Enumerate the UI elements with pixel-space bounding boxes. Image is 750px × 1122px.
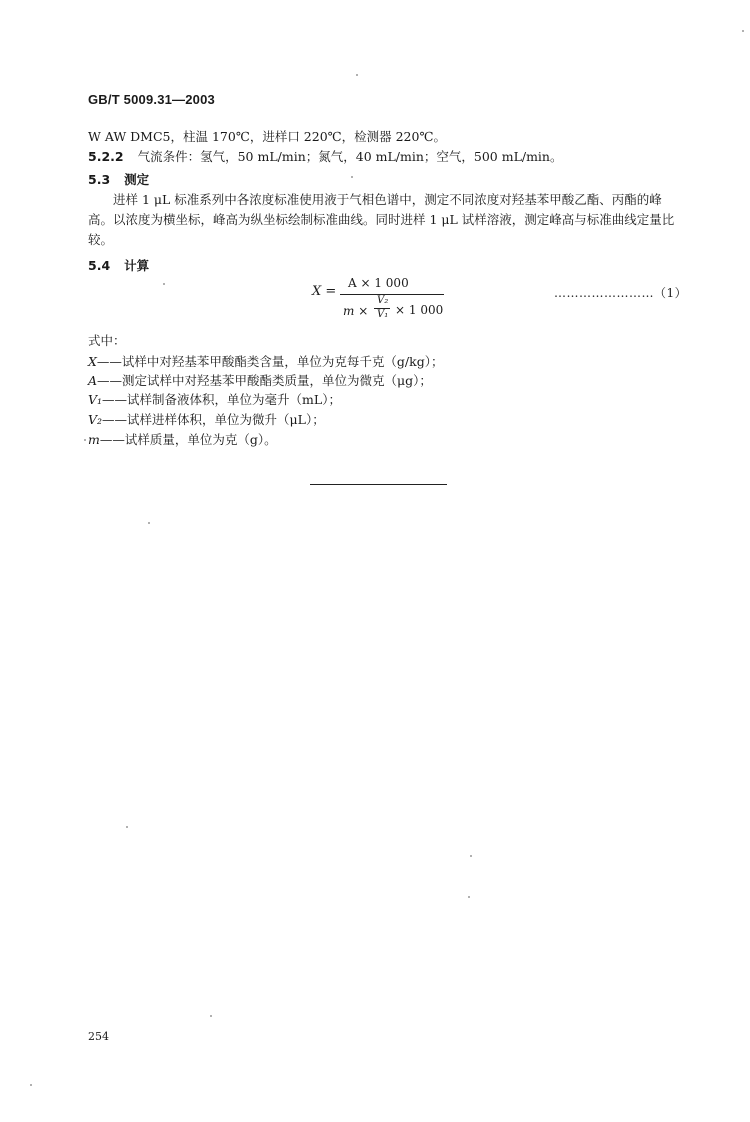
scan-speck xyxy=(148,522,150,524)
column-conditions-line: W AW DMC5，柱温 170℃，进样口 220℃，检测器 220℃。 xyxy=(88,129,446,144)
clause-number: 5.2.2 xyxy=(88,149,124,164)
end-rule xyxy=(310,484,447,485)
equation-number: ……………………（1） xyxy=(554,286,688,300)
formula-numerator: A × 1 000 xyxy=(348,276,409,290)
definition-text: ——试样质量，单位为克（g）。 xyxy=(99,432,277,447)
definition-item xyxy=(88,390,341,408)
definition-text: ——试样制备液体积，单位为毫升（mL）； xyxy=(102,392,341,407)
definition-text: ——试样中对羟基苯甲酸酯类含量，单位为克每千克（g/kg）； xyxy=(96,354,444,369)
definition-item xyxy=(88,371,432,389)
page-number: 254 xyxy=(88,1030,109,1043)
scan-speck xyxy=(30,1084,32,1086)
definition-item xyxy=(88,410,325,428)
scan-speck xyxy=(351,176,353,178)
scan-speck xyxy=(468,896,470,898)
section-heading-calculation xyxy=(88,256,149,274)
measurement-paragraph: 进样 1 μL 标准系列中各浓度标准使用液于气相色谱中，测定不同浓度对羟基苯甲酸乙酯、丙酯的峰高。以浓度为横坐标，峰高为纵坐标绘制标准曲线。同时进样 1 μL 试样溶液，测定峰高与标准曲线定量比较。 xyxy=(88,192,675,247)
scan-speck xyxy=(210,1015,212,1017)
definition-item xyxy=(88,352,443,370)
standard-code-header: GB/T 5009.31—2003 xyxy=(88,92,215,107)
definition-symbol: A xyxy=(88,373,98,388)
section-title: 测定 xyxy=(124,172,150,187)
definition-item xyxy=(88,430,277,448)
gas-flow-conditions xyxy=(88,148,563,166)
scan-speck xyxy=(126,826,128,828)
scan-speck xyxy=(163,283,165,285)
definition-symbol: m xyxy=(88,432,100,447)
definition-symbol: X xyxy=(88,354,97,369)
formula-denominator-rest: × 1 000 xyxy=(395,303,444,317)
formula-inner-denominator: V₁ xyxy=(377,309,389,320)
fraction-bar xyxy=(340,294,444,295)
definition-symbol: V₂ xyxy=(88,412,103,427)
where-label: 式中： xyxy=(88,333,126,348)
scan-speck xyxy=(356,74,358,76)
scan-speck xyxy=(84,439,86,441)
formula-lhs: X = xyxy=(312,284,337,299)
formula-inner-numerator: V₂ xyxy=(377,295,389,306)
gas-flow-text: 气流条件：氢气，50 mL/min；氮气，40 mL/min；空气，500 mL/min。 xyxy=(137,149,563,164)
section-number: 5.4 xyxy=(88,258,111,273)
definition-text: ——测定试样中对羟基苯甲酸酯类质量，单位为微克（μg）； xyxy=(97,373,432,388)
definition-text: ——试样进样体积，单位为微升（μL）； xyxy=(102,412,325,427)
section-number: 5.3 xyxy=(88,172,111,187)
section-heading-measurement xyxy=(88,170,149,188)
section-title: 计算 xyxy=(124,258,150,273)
scan-speck xyxy=(470,855,472,857)
formula-denominator-m: m × xyxy=(343,304,369,318)
scan-speck xyxy=(742,30,744,32)
definition-symbol: V₁ xyxy=(88,392,103,407)
